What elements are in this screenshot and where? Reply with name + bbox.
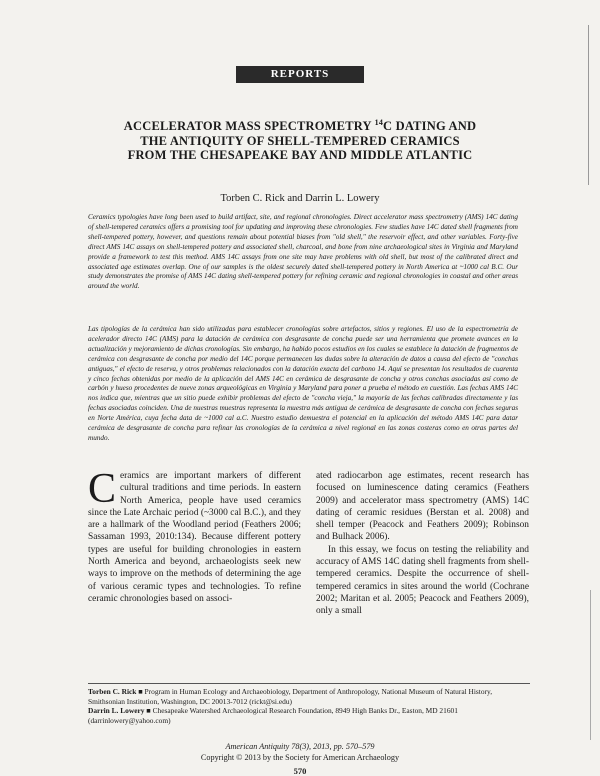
title-line-2: THE ANTIQUITY OF SHELL-TEMPERED CERAMICS [140, 133, 460, 148]
body-paragraph-1-cont: ated radiocarbon age estimates, recent research has focused on luminescence dating ceramics (Feathers 2009) and accelerator mass spectrometry (AMS) 14C dating of ceramic residues (Berstan et al. 2008) and shell temper (Peacock and Feathers 2009); Robinson and Bulhack 2006). [316, 471, 529, 543]
abstract-spanish: Las tipologías de la cerámica han sido utilizadas para establecer cronologías sobre artefactos, sitios y regiones. El uso de la espectrometría de acelerador directo 14C (AMS) para la datación de cerámica con desgrasante de concha puede ser una herramienta que promete avances en la actualización y mejoramiento de dichas cronologías. Sin embargo, ha habido pocos estudios en los cuales se establece la datación de fragmentos de cerámica con desgrasante de concha por medio del 14C porque permanecen las dudas sobre la alteración de datos a causa del efecto de "conchas antiguas," el efecto de reserva, y otros problemas relacionados con la datación exacta del carbono 14. Aquí se presentan los resultados de cuarenta y cinco fechas obtenidas por medio de la aplicación del AMS 14C en cerámica de desgrasante de concha y otros conchas asociadas así como de carbón y hueso procedentes de nueve zonas arqueológicas en Virginia y Maryland para poner a prueba el método en cuestión. Las fechas AMS 14C nos indica que, mientras que un sitio puede exhibir problemas del efecto de "concha vieja," la mayoría de las fechas calibradas directamente y las fechas asociadas coinciden. Una de nuestras muestras representa la muestra más antigua de cerámica de desgrasante de concha con fechas seguras en Norte América, cuya fecha data de ~1000 cal a.C. Nuestro estudio demuestra el potencial en la aplicación del método AMS 14C para datar cerámica de desgrasante de concha para refinar las cronologías de la cerámica a nivel regional en las zonas costeras como en otras partes del mundo. [88, 325, 518, 442]
body-column-right [316, 470, 529, 618]
footnote-divider [88, 683, 530, 684]
body-paragraph-2: In this essay, we focus on testing the reliability and accuracy of AMS 14C dating shell fragments from shell-tempered ceramics. Despite the occurrence of shell-tempered ceramics in sites around the world (Cochrane 2002; Maritan et al. 2005; Peacock and Feathers 2009), only a small [316, 544, 529, 617]
affiliation-1-text: ■ Program in Human Ecology and Archaeobiology, Department of Anthropology, National Museum of Natural History, Smithsonian Institution, Washington, DC 20013-7012 (rickt@si.edu) [88, 687, 493, 706]
author-line: Torben C. Rick and Darrin L. Lowery [220, 193, 380, 204]
journal-copyright: Copyright © 2013 by the Society for American Archaeology [200, 752, 400, 762]
affiliation-2-text: ■ Chesapeake Watershed Archaeological Research Foundation, 8949 High Banks Dr., Easton, MD 21601 (darrinlowery@yahoo.com) [88, 706, 458, 725]
body-column-left [88, 466, 301, 605]
page-number: 570 [293, 766, 307, 776]
title-line-3: FROM THE CHESAPEAKE BAY AND MIDDLE ATLANTIC [127, 148, 473, 163]
body-paragraph-1: eramics are important markers of different cultural traditions and time periods. In eastern North America, people have used ceramics since the Late Archaic period (~3000 cal B.C.), and they are a hallmark of the Woodland period (Feathers 2006; Sassaman 1993, 2010:134). Because different pottery types are useful for building chronologies in eastern North America and beyond, archaeologists seek new ways to improve on the methods of determining the age of various ceramic types and technologies. To refine ceramic chronologies based on associ- [88, 471, 301, 604]
drop-cap: C [88, 466, 117, 512]
affiliation-2-name: Darrin L. Lowery [88, 706, 145, 715]
title-line-1: ACCELERATOR MASS SPECTROMETRY $^{14}$C DATING AND [123, 118, 477, 134]
affiliation-2 [88, 706, 530, 726]
journal-citation: American Antiquity 78(3), 2013, pp. 570–579 [225, 742, 375, 751]
scan-edge-mark [588, 25, 589, 185]
abstract-english: Ceramics typologies have long been used to build artifact, site, and regional chronologies. Direct accelerator mass spectrometry (AMS) 14C dating of shell-tempered ceramics offers a promising tool for updating and improving these chronologies. Few studies have 14C dated shell fragments from shell-tempered pottery, however, and questions remain about potential biases from "old shell," the reservoir effect, and other variables. Forty-five direct AMS 14C assays on shell-tempered pottery and associated shell, charcoal, and bone from nine archaeological sites in Virginia and Maryland provide a framework to test this method. AMS 14C assays from one site may have problems with old shell, but most of the calibrated direct and associated age estimates overlap. One of our samples is the oldest securely dated shell-tempered pottery in North America at ~1000 cal B.C. Our study demonstrates the promise of AMS 14C dating shell-tempered pottery for refining ceramic and regional chronologies in coastal and other areas around the world. [88, 213, 518, 291]
article-title [70, 116, 530, 163]
scan-edge-mark-lower [590, 590, 591, 740]
affiliation-1 [88, 687, 530, 707]
affiliation-1-name: Torben C. Rick [88, 687, 137, 696]
journal-info [100, 742, 500, 763]
section-banner: REPORTS [236, 66, 364, 83]
